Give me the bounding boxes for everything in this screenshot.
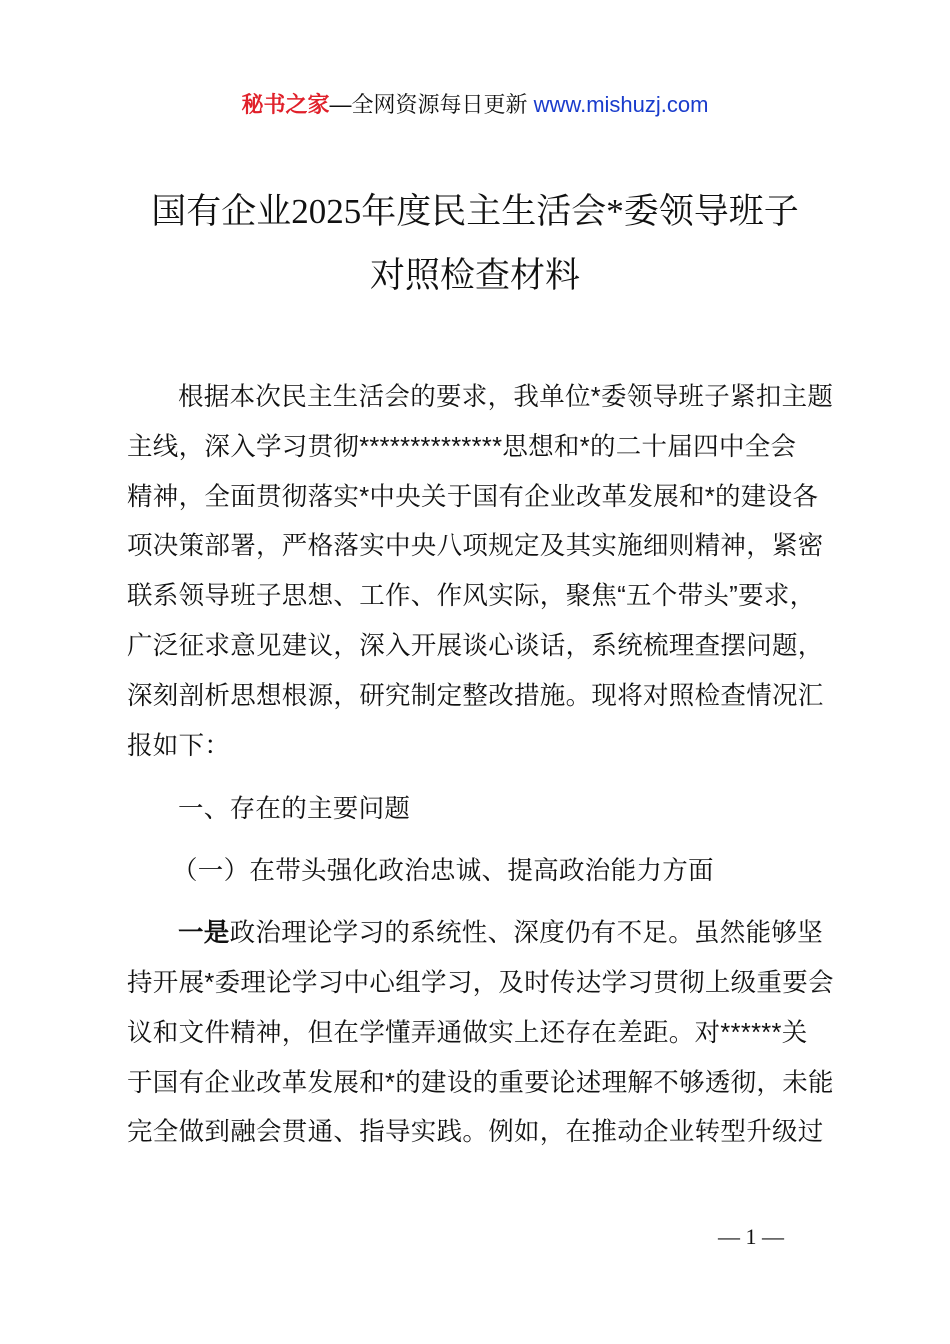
- point-line: 于国有企业改革发展和*的建设的重要论述理解不够透彻，未能: [127, 1069, 834, 1097]
- section-heading: 一、存在的主要问题: [178, 795, 411, 823]
- page-number: — 1 —: [718, 1224, 784, 1249]
- intro-line: 广泛征求意见建议，深入开展谈心谈话，系统梳理查摆问题，: [127, 632, 824, 660]
- intro-line: 项决策部署，严格落实中央八项规定及其实施细则精神，紧密: [127, 532, 824, 560]
- intro-line: 报如下：: [127, 732, 231, 760]
- intro-line: 根据本次民主生活会的要求，我单位*委领导班子紧扣主题: [178, 383, 834, 411]
- intro-line: 主线，深入学习贯彻**************思想和*的二十届四中全会: [127, 433, 797, 461]
- point-line: 完全做到融会贯通、指导实践。例如，在推动企业转型升级过: [127, 1118, 824, 1146]
- point-text: 政治理论学习的系统性、深度仍有不足。虽然能够坚: [229, 919, 824, 947]
- document-title-line-1: 国有企业2025年度民主生活会*委领导班子: [151, 192, 799, 231]
- subsection-heading: （一）在带头强化政治忠诚、提高政治能力方面: [172, 857, 714, 885]
- brand-name: 秘书之家: [241, 92, 330, 117]
- site-url-link[interactable]: www.mishuzj.com: [533, 92, 709, 117]
- header-tagline: —全网资源每日更新: [329, 92, 534, 117]
- document-title-line-2: 对照检查材料: [369, 256, 580, 295]
- point-line: 持开展*委理论学习中心组学习，及时传达学习贯彻上级重要会: [127, 969, 834, 997]
- intro-line: 精神，全面贯彻落实*中央关于国有企业改革发展和*的建设各: [127, 483, 819, 511]
- intro-line: 联系领导班子思想、工作、作风实际，聚焦“五个带头”要求，: [127, 582, 816, 610]
- intro-line: 深刻剖析思想根源，研究制定整改措施。现将对照检查情况汇: [127, 682, 824, 710]
- point-line: 议和文件精神，但在学懂弄通做实上还存在差距。对******关: [127, 1019, 808, 1047]
- point-lead: 一是: [178, 919, 230, 947]
- site-header: [0, 88, 950, 119]
- point-line: [178, 913, 823, 949]
